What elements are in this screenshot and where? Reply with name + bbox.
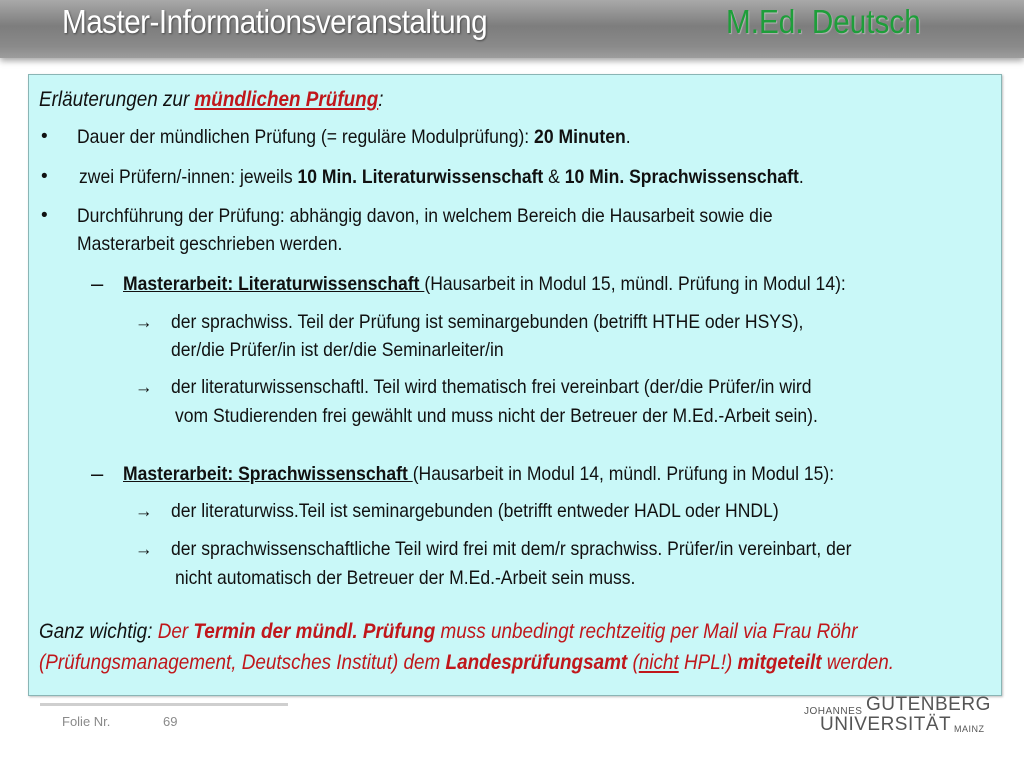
arrow-icon: → [135, 311, 153, 333]
sub-linguistics-point2-line2: nicht automatisch der Betreuer der M.Ed.-Arbeit sein muss. [175, 567, 636, 589]
sub-rest: (Hausarbeit in Modul 15, mündl. Prüfung in Modul 14): [424, 273, 846, 295]
bullet-end: . [798, 166, 804, 188]
bullet-text: Dauer der mündlichen Prüfung (= reguläre Modulprüfung): [77, 126, 535, 148]
sub-linguistics [123, 462, 834, 486]
university-logo [804, 693, 991, 743]
bullet-examiners [79, 165, 804, 189]
note-text: muss unbedingt rechtzeitig per Mail via Frau Röhr [435, 620, 858, 643]
degree-label: M.Ed. Deutsch [726, 3, 921, 40]
sub-literature-point2-line1: der literaturwissenschaftl. Teil wird thematisch frei vereinbart (der/die Prüfer/in wird [171, 376, 812, 398]
slide-title: Master-Informationsveranstaltung [62, 3, 488, 40]
note-text: Der [157, 620, 194, 643]
logo-gutenberg: GUTENBERG [866, 694, 991, 715]
sub-literature-point1-line1: der sprachwiss. Teil der Prüfung ist seminargebunden (betrifft HTHE oder HSYS), [171, 311, 804, 333]
slide-header [0, 0, 1024, 58]
note-text: (Prüfungsmanagement, Deutsches Institut) dem [39, 651, 446, 674]
bullet-marker: • [41, 205, 48, 226]
sub-linguistics-point1-line1: der literaturwiss.Teil ist seminargebunden (betrifft entweder HADL oder HNDL) [171, 500, 779, 522]
sub-literature [123, 272, 846, 296]
sub-linguistics-point2-line1: der sprachwissenschaftliche Teil wird frei mit dem/r sprachwiss. Prüfer/in vereinbart, der [171, 538, 852, 560]
bullet-procedure-line1: Durchführung der Prüfung: abhängig davon, in welchem Bereich die Hausarbeit sowie die [77, 205, 773, 227]
note-text: ( [627, 651, 639, 674]
note-bold: Termin der mündl. Prüfung [193, 620, 436, 643]
dash-marker: – [91, 461, 104, 486]
dash-marker: – [91, 271, 104, 296]
content-box [28, 74, 1002, 696]
bullet-bold: 20 Minuten [534, 126, 626, 148]
bullet-bold: 10 Min. Sprachwissenschaft [564, 166, 799, 188]
note-text: werden. [821, 651, 895, 674]
bullet-marker: • [41, 126, 48, 147]
heading-emphasis: mündlichen Prüfung [194, 88, 379, 111]
sub-rest: (Hausarbeit in Modul 14, mündl. Prüfung in Modul 15): [412, 463, 835, 485]
note-lead: Ganz wichtig: [39, 620, 158, 643]
bullet-procedure-line2: Masterarbeit geschrieben werden. [77, 233, 343, 255]
note-bold: mitgeteilt [737, 651, 822, 674]
slide-number: 69 [163, 714, 178, 729]
section-heading [39, 88, 384, 112]
logo-universitaet: UNIVERSITÄT [820, 714, 952, 735]
arrow-icon: → [135, 376, 153, 398]
footer-divider [40, 703, 288, 706]
bullet-text: zwei Prüfern/-innen: jeweils [79, 166, 298, 188]
arrow-icon: → [135, 538, 153, 560]
important-note-line1 [39, 620, 858, 644]
important-note-line2 [39, 651, 894, 675]
arrow-icon: → [135, 500, 153, 522]
bullet-mid: & [543, 166, 565, 188]
logo-johannes: JOHANNES [804, 706, 863, 717]
heading-prefix: Erläuterungen zur [39, 88, 195, 111]
slide-number-label: Folie Nr. [62, 714, 111, 729]
bullet-end: . [625, 126, 631, 148]
note-bold: Landesprüfungsamt [445, 651, 628, 674]
logo-mainz: MAINZ [954, 724, 985, 734]
sub-label: Masterarbeit: Sprachwissenschaft [123, 463, 413, 485]
bullet-bold: 10 Min. Literaturwissenschaft [297, 166, 544, 188]
sub-label: Masterarbeit: Literaturwissenschaft [123, 273, 425, 295]
bullet-duration [77, 125, 631, 149]
note-underlined: nicht [638, 651, 679, 674]
bullet-marker: • [41, 166, 48, 187]
sub-literature-point2-line2: vom Studierenden frei gewählt und muss nicht der Betreuer der M.Ed.-Arbeit sein). [175, 405, 818, 427]
note-text: HPL!) [678, 651, 738, 674]
heading-suffix: : [378, 88, 384, 111]
sub-literature-point1-line2: der/die Prüfer/in ist der/die Seminarleiter/in [171, 339, 504, 361]
